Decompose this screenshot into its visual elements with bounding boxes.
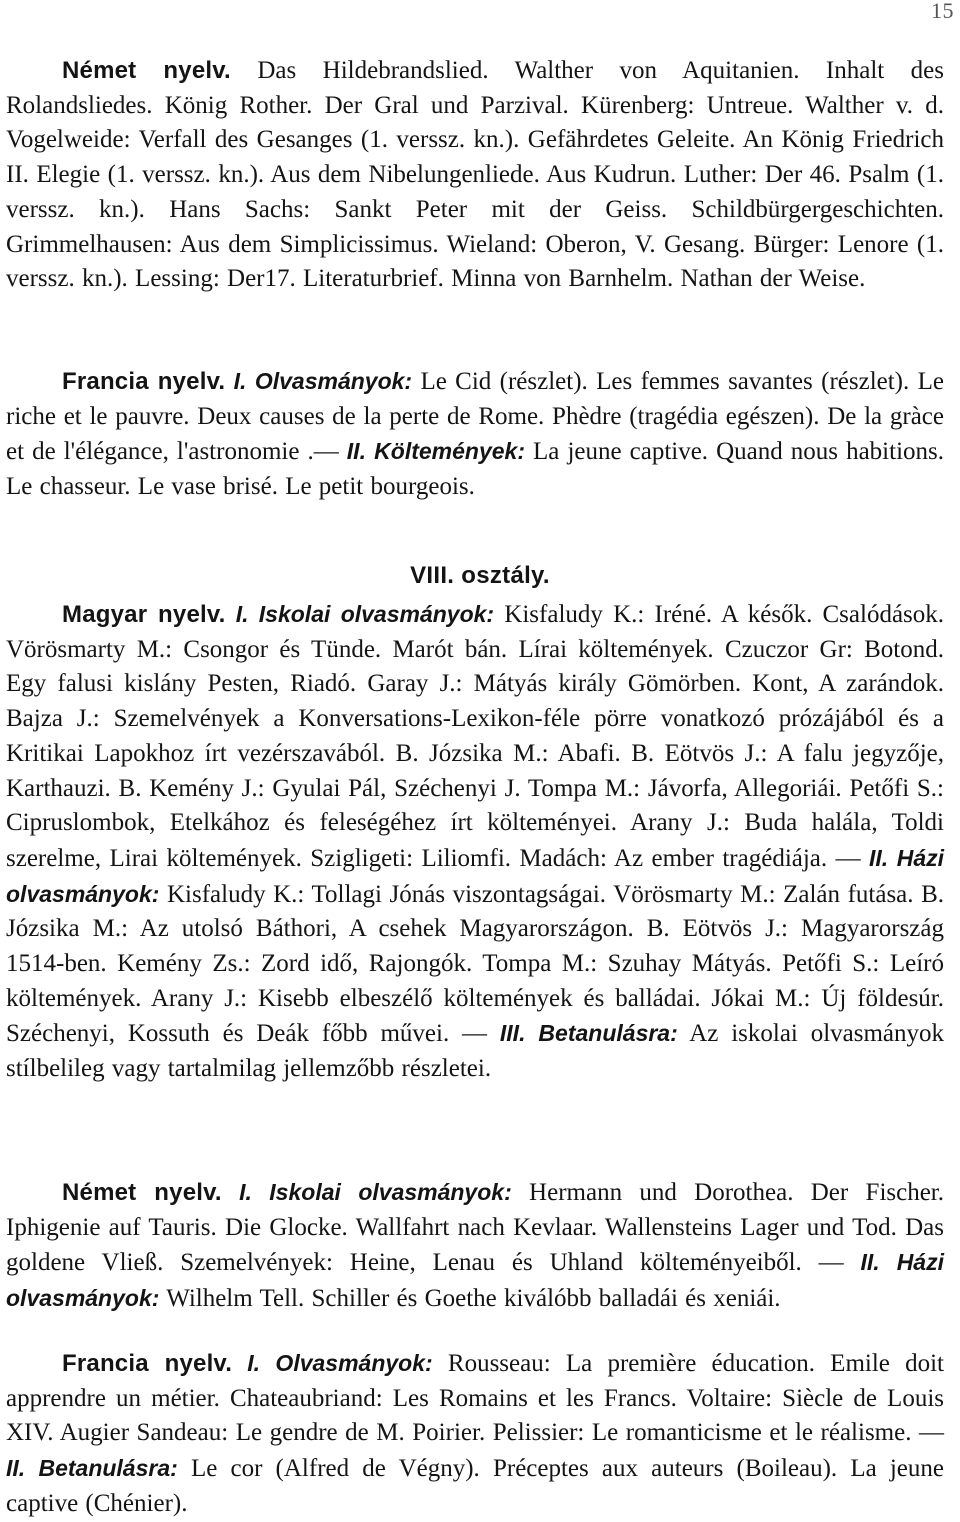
paragraph-body (6, 597, 944, 1087)
subsection-label: I. Iskolai olvasmányok: (235, 601, 495, 627)
paragraph-body (6, 364, 944, 505)
paragraph-text: Rousseau: La première éducation. Emile doit apprendre un métier. Chateaubriand: Les Romains et les Francs. Voltaire: Siècle de Louis XIV. Augier Sandeau: Le gendre de M. Poirier. Pelissier: Le romanticisme et le réalisme. — (6, 1350, 944, 1447)
paragraph-text: Hermann und Dorothea. Der Fischer. Iphigenie auf Tauris. Die Glocke. Wallfahrt nach Kevlaar. Wallensteins Lager und Tod. Das goldene Vließ. Szemelvények: Heine, Lenau és Uhland költeményeiből. — (6, 1179, 945, 1277)
paragraph-francia-nyelv-2 (6, 1346, 944, 1522)
paragraph-text: Das Hildebrandslied. Walther von Aquitanien. Inhalt des Rolandsliedes. König Rother. Der Gral und Parzival. Kürenberg: Untreue. Walther v. d. Vogelweide: Verfall des Gesanges (1. verssz. kn.). Gefährdetes Geleite. An König Friedrich II. Elegie (1. verssz. kn.). Aus dem Nibelungenliede. Aus Kudrun. Luther: Der 46. Psalm (1. verssz. kn.). Hans Sachs: Sankt Peter mit der Geiss. Schildbürgergeschichten. Grimmelhausen: Aus dem Simplicissimus. Wieland: Oberon, V. Gesang. Bürger: Lenore (1. verssz. kn.). Lessing: Der17. Literaturbrief. Minna von Barnhelm. Nathan der Weise. (6, 57, 944, 293)
subject-heading: Francia nyelv. (62, 368, 226, 395)
paragraph-text: Kisfaludy K.: Tollagi Jónás viszontagságai. Vörösmarty M.: Zalán futása. B. Józsika M.: Az utolsó Báthori, A csehek Magyarországon. B. Eötvös J.: Magyarország 1514-ben. Kemény Zs.: Zord idő, Rajongók. Tompa M.: Szuhay Mátyás. Petőfi S.: Leíró költemények. Arany J.: Kisebb elbeszélő költemények és balládai. Jókai M.: Új földesúr. Széchenyi, Kossuth és Deák főbb művei. — (6, 880, 944, 1048)
paragraph-text: La jeune captive. Quand nous habitions. Le chasseur. Le vase brisé. Le petit bourgeois. (6, 438, 944, 501)
subsection-label: II. Házi olvasmányok: (6, 1249, 944, 1312)
paragraph-text: Az iskolai olvasmányok stílbelileg vagy tartalmilag jellemzőbb részletei. (6, 1020, 945, 1083)
subsection-label: II. Költemények: (346, 438, 525, 465)
paragraph-nemet-nyelv-2 (6, 1175, 944, 1317)
subject-heading: Magyar nyelv. (62, 601, 226, 628)
paragraph-text: Le cor (Alfred de Végny). Préceptes aux auteurs (Boileau). La jeune captive (Chénier). (6, 1455, 944, 1517)
section-title: VIII. osztály. (410, 562, 550, 589)
subject-heading: Német nyelv. (62, 1179, 222, 1206)
paragraph-body (6, 1346, 944, 1522)
subsection-label: II. Házi olvasmányok: (6, 844, 945, 907)
paragraph-text: Wilhelm Tell. Schiller és Goethe kiválóbb balladái és xeniái. (166, 1285, 781, 1313)
subsection-label: I. Olvasmányok: (247, 1350, 433, 1376)
subject-heading: Német nyelv. (62, 57, 231, 84)
page-number: 15 (931, 0, 954, 23)
subsection-label: III. Betanulásra: (499, 1020, 678, 1047)
paragraph-text: Le Cid (részlet). Les femmes savantes (részlet). Le riche et le pauvre. Deux causes de la perte de Rome. Phèdre (tragédia egészen). De la gràce et de l'élégance, l'astronomie .— (6, 368, 944, 466)
paragraph-body (6, 1175, 944, 1317)
paragraph-text: Kisfaludy K.: Iréné. A késők. Csalódások. Vörösmarty M.: Csongor és Tünde. Marót bán. Lírai költemények. Czuczor Gr: Botond. Egy falusi kislány Pesten, Riadó. Garay J.: Mátyás király Gömörben. Kont, A zarándok. Bajza J.: Szemelvények a Konversations-Lexikon-féle pörre vonatkozó prózájából és a Kritikai Lapokhoz írt vezérszavából. B. Józsika M.: Abafi. B. Eötvös J.: A falu jegyzője, Karthauzi. B. Kemény J.: Gyulai Pál, Széchenyi J. Tompa M.: Jávorfa, Allegoriái. Petőfi S.: Cipruslombok, Etelkához és feleségéhez írt költeményei. Arany J.: Buda halála, Toldi szerelme, Lirai költemények. Szigligeti: Liliomfi. Madách: Az ember tragédiája. — (6, 601, 945, 872)
subject-heading: Francia nyelv. (62, 1350, 233, 1377)
subsection-label: I. Olvasmányok: (233, 368, 413, 394)
paragraph-nemet-nyelv-1 (6, 54, 944, 297)
subsection-label: I. Iskolai olvasmányok: (239, 1179, 512, 1205)
paragraph-magyar-nyelv (6, 597, 944, 1087)
paragraph-francia-nyelv-1 (6, 364, 944, 505)
paragraph-body (6, 54, 944, 297)
subsection-label: II. Betanulásra: (6, 1455, 178, 1482)
